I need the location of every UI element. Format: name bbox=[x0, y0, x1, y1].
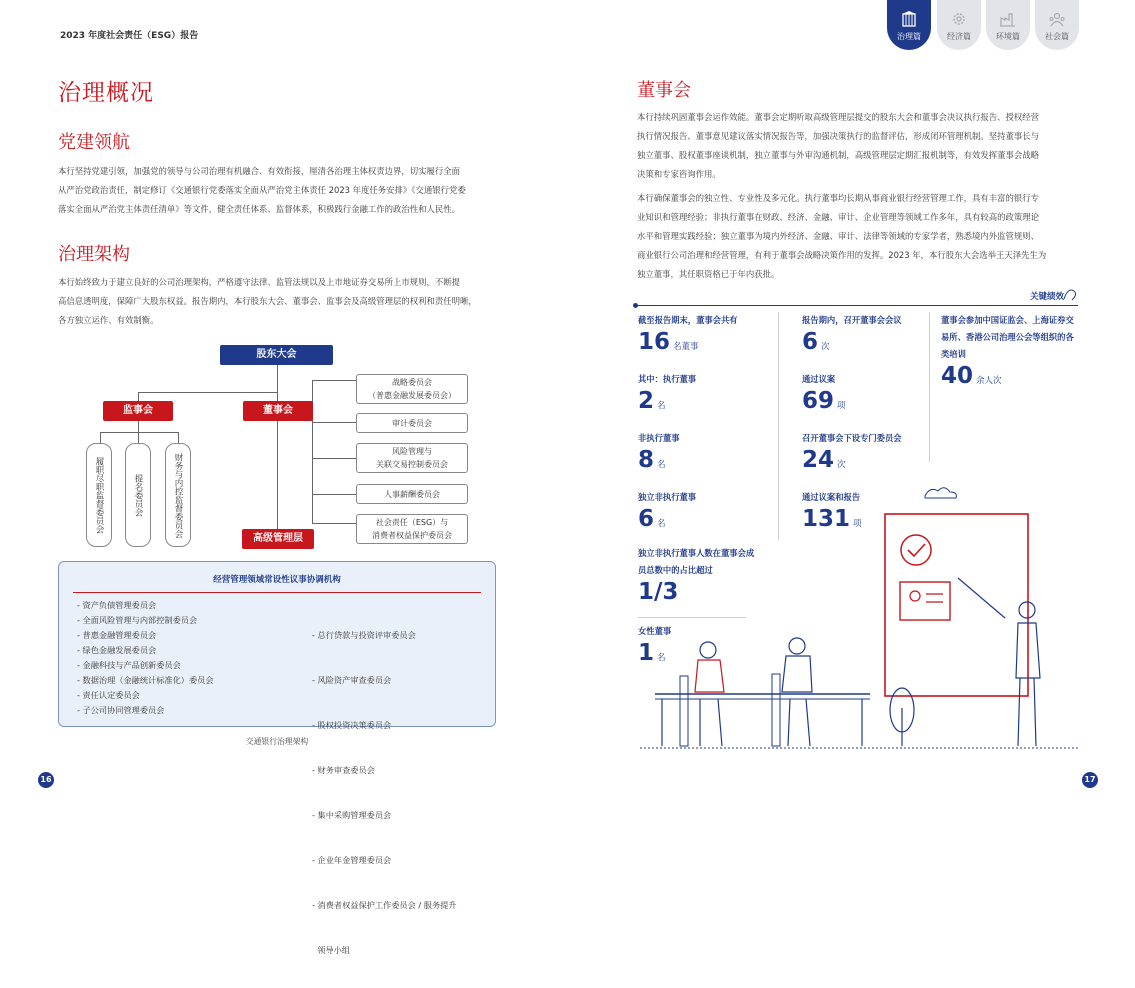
list-item: - 全面风险管理与内部控制委员会 bbox=[77, 615, 198, 625]
structure-paragraph bbox=[58, 273, 508, 330]
factory-icon bbox=[999, 11, 1017, 27]
scribble-icon bbox=[1062, 285, 1080, 303]
connector-line bbox=[100, 432, 178, 433]
para-line: 本行确保董事会的独立性、专业性及多元化。执行董事均长期从事商业银行经营管理工作，具有丰富的银行专 bbox=[637, 193, 1039, 203]
committee-line: （普惠金融发展委员会） bbox=[368, 391, 456, 400]
kpi-column-3 bbox=[941, 312, 1079, 389]
sup-committee-box: 履职尽职监督委员会 bbox=[86, 443, 112, 547]
kpi-unit: 名 bbox=[657, 460, 666, 470]
kpi-label: 其中：执行董事 bbox=[638, 374, 697, 384]
committee-line: 消费者权益保护委员会 bbox=[372, 531, 452, 540]
connector-line bbox=[138, 392, 278, 393]
list-item: - 绿色金融发展委员会 bbox=[77, 645, 157, 655]
board-committee-box bbox=[356, 413, 468, 433]
list-item: - 责任认定委员会 bbox=[77, 690, 140, 700]
tab-environment[interactable] bbox=[986, 0, 1030, 50]
kpi-label: 通过议案和报告 bbox=[802, 492, 861, 502]
connector-line bbox=[312, 380, 356, 381]
list-item: - 消费者权益保护工作委员会 / 服务提升 bbox=[312, 900, 457, 910]
connector-line bbox=[178, 432, 179, 443]
kpi-value: 40 bbox=[941, 363, 974, 389]
page-number-right: 17 bbox=[1082, 772, 1098, 788]
kpi-value: 69 bbox=[802, 388, 835, 414]
structure-line: 高信息透明度，保障广大股东权益。报告期内，本行股东大会、董事会、监事会及高级管理层的权利和责任明晰， bbox=[58, 296, 477, 306]
kpi-label: 女性董事 bbox=[638, 626, 672, 636]
board-paragraph-2 bbox=[637, 189, 1087, 284]
kpi-unit: 名 bbox=[657, 401, 666, 411]
kpi-label: 独立非执行董事 bbox=[638, 492, 697, 502]
kpi-unit: 项 bbox=[853, 519, 862, 529]
party-line: 从严治党政治责任，制定修订《交通银行党委落实全面从严治党主体责任 2023 年度任务安排》《交通银行党委 bbox=[58, 185, 466, 195]
party-paragraph bbox=[58, 162, 508, 219]
list-item: - 股权投资决策委员会 bbox=[312, 720, 392, 730]
connector-line bbox=[138, 420, 139, 432]
board-committee-box bbox=[356, 374, 468, 404]
kpi-unit: 名董事 bbox=[673, 342, 699, 352]
kpi-label: 独立非执行董事人数在董事会成员总数中的占比超过 bbox=[638, 548, 755, 575]
kpi-unit: 余人次 bbox=[976, 376, 1002, 386]
kpi-item bbox=[941, 312, 1079, 389]
party-line: 落实全面从严治党主体责任清单》等文件，健全责任体系、监督体系，积极践行金融工作的政治性和人民性。 bbox=[58, 204, 460, 214]
meeting-illustration bbox=[640, 478, 1080, 758]
page-number-left: 16 bbox=[38, 772, 54, 788]
report-title: 2023 年度社会责任（ESG）报告 bbox=[60, 31, 199, 41]
attendee bbox=[789, 638, 805, 654]
kpi-item bbox=[802, 312, 922, 371]
senior-management-box: 高级管理层 bbox=[242, 529, 314, 549]
committee-line: 人事薪酬委员会 bbox=[384, 489, 440, 499]
attendee bbox=[700, 642, 716, 658]
para-line: 水平和管理实践经验；独立董事为境内外经济、金融、审计、法律等领域的专家学者，熟悉境内外监管规则、 bbox=[637, 231, 1039, 241]
para-line: 本行持续巩固董事会运作效能。董事会定期听取高级管理层提交的股东大会和董事会决议执行报告、授权经营 bbox=[637, 112, 1039, 122]
kpi-value: 8 bbox=[638, 447, 655, 473]
kpi-label: 截至报告期末，董事会共有 bbox=[638, 315, 738, 325]
kpi-label: 董事会参加中国证监会、上海证券交易所、香港公司治理公会等组织的各类培训 bbox=[941, 315, 1074, 359]
tab-label: 经济篇 bbox=[947, 32, 971, 41]
kpi-value: 6 bbox=[638, 506, 655, 532]
list-item: 领导小组 bbox=[312, 945, 350, 955]
kpi-title: 关键绩效 bbox=[1030, 292, 1065, 302]
community-icon bbox=[1048, 11, 1066, 27]
board-paragraph-1 bbox=[637, 108, 1087, 184]
whiteboard bbox=[885, 514, 1028, 696]
kpi-unit: 项 bbox=[837, 401, 846, 411]
kpi-rule bbox=[636, 305, 1078, 306]
kpi-label: 通过议案 bbox=[802, 374, 836, 384]
tab-label: 治理篇 bbox=[897, 32, 921, 41]
list-item: - 企业年金管理委员会 bbox=[312, 855, 392, 865]
kpi-label: 报告期内，召开董事会会议 bbox=[802, 315, 902, 325]
board-committee-box bbox=[356, 443, 468, 473]
tab-economy[interactable] bbox=[937, 0, 981, 50]
committee-line: 风险管理与 bbox=[392, 447, 432, 456]
tab-label: 环境篇 bbox=[996, 32, 1020, 41]
kpi-rule-dot bbox=[633, 303, 638, 308]
kpi-value: 2 bbox=[638, 388, 655, 414]
board-of-directors-box: 董事会 bbox=[243, 401, 313, 421]
structure-line: 各方独立运作、有效制衡。 bbox=[58, 315, 159, 325]
list-item: - 集中采购管理委员会 bbox=[312, 810, 392, 820]
kpi-item bbox=[638, 312, 773, 371]
supervisory-board-box: 监事会 bbox=[103, 401, 173, 421]
kpi-unit: 名 bbox=[657, 519, 666, 529]
tab-society[interactable] bbox=[1035, 0, 1079, 50]
list-item: - 财务审查委员会 bbox=[312, 765, 375, 775]
panel-title: 经营管理领域常设性议事协调机构 bbox=[213, 575, 341, 585]
party-heading: 党建领航 bbox=[58, 132, 130, 153]
kpi-label: 召开董事会下设专门委员会 bbox=[802, 433, 902, 443]
connector-line bbox=[312, 422, 356, 423]
connector-line bbox=[277, 364, 278, 536]
board-heading: 董事会 bbox=[637, 80, 691, 101]
sup-committee-box: 提名委员会 bbox=[125, 443, 151, 547]
structure-line: 本行始终致力于建立良好的公司治理架构，严格遵守法律、监管法规以及上市地证券交易所上市规则，不断提 bbox=[58, 277, 460, 287]
committee-line: 审计委员会 bbox=[392, 418, 432, 428]
list-item: - 子公司协同管理委员会 bbox=[77, 705, 165, 715]
tab-label: 社会篇 bbox=[1045, 32, 1069, 41]
kpi-value: 1 bbox=[638, 640, 655, 666]
committee-line: 社会责任（ESG）与 bbox=[375, 518, 449, 527]
panel-list-right bbox=[312, 598, 492, 988]
committee-line: 战略委员会 bbox=[392, 378, 432, 387]
tab-governance[interactable] bbox=[887, 0, 931, 50]
connector-line bbox=[138, 432, 139, 443]
list-item: - 风险资产审查委员会 bbox=[312, 675, 392, 685]
list-item: - 资产负债管理委员会 bbox=[77, 600, 157, 610]
kpi-unit: 次 bbox=[821, 342, 830, 352]
board-committee-box bbox=[356, 484, 468, 504]
panel-list-left bbox=[77, 598, 277, 718]
building-icon bbox=[900, 11, 918, 27]
cloud-icon bbox=[925, 488, 956, 498]
kpi-value: 1/3 bbox=[638, 579, 679, 605]
list-item: - 总行贷款与投资评审委员会 bbox=[312, 630, 416, 640]
connector-line bbox=[100, 432, 101, 443]
kpi-value: 24 bbox=[802, 447, 835, 473]
para-line: 独立董事，其任职资格已于年内获批。 bbox=[637, 269, 780, 279]
para-line: 执行情况报告、董事意见建议落实情况报告等，加强决策执行的监督评估，形成闭环管理机制。坚持董事长与 bbox=[637, 131, 1039, 141]
kpi-item bbox=[638, 371, 773, 430]
kpi-item bbox=[802, 371, 922, 430]
list-item: - 普惠金融管理委员会 bbox=[77, 630, 157, 640]
kpi-unit: 次 bbox=[837, 460, 846, 470]
party-line: 本行坚持党建引领，加强党的领导与公司治理有机融合、有效衔接，厘清各治理主体权责边界，切实履行全面 bbox=[58, 166, 460, 176]
list-item: - 数据治理（金融统计标准化）委员会 bbox=[77, 675, 214, 685]
structure-heading: 治理架构 bbox=[58, 244, 130, 265]
para-line: 业知识和管理经验；非执行董事在财政、经济、金融、审计、企业管理等领域工作多年，具有较高的政策理论 bbox=[637, 212, 1039, 222]
kpi-value: 131 bbox=[802, 506, 851, 532]
shareholders-meeting-box: 股东大会 bbox=[220, 345, 333, 365]
para-line: 独立董事、股权董事座谈机制，独立董事与外审沟通机制，高级管理层定期汇报机制等，有效发挥董事会战略 bbox=[637, 150, 1039, 160]
committee-line: 关联交易控制委员会 bbox=[376, 460, 448, 469]
para-line: 商业银行公司治理和经营管理，有利于董事会战略决策作用的发挥。2023 年，本行股东大会选举王天泽先生为 bbox=[637, 250, 1047, 260]
figure-caption: 交通银行治理架构 bbox=[245, 737, 309, 746]
page-title: 治理概况 bbox=[58, 80, 154, 106]
kpi-divider bbox=[929, 312, 930, 462]
list-item: - 金融科技与产品创新委员会 bbox=[77, 660, 181, 670]
kpi-unit: 名 bbox=[657, 653, 666, 663]
sup-committee-box: 财务与内控监督委员会 bbox=[165, 443, 191, 547]
panel-divider bbox=[73, 592, 481, 593]
connector-line bbox=[312, 458, 356, 459]
kpi-label: 非执行董事 bbox=[638, 433, 680, 443]
kpi-value: 16 bbox=[638, 329, 671, 355]
gear-icon bbox=[950, 11, 968, 27]
connector-line bbox=[312, 523, 356, 524]
board-committee-box bbox=[356, 514, 468, 544]
connector-line bbox=[312, 494, 356, 495]
para-line: 决策和专家咨询作用。 bbox=[637, 169, 721, 179]
kpi-value: 6 bbox=[802, 329, 819, 355]
